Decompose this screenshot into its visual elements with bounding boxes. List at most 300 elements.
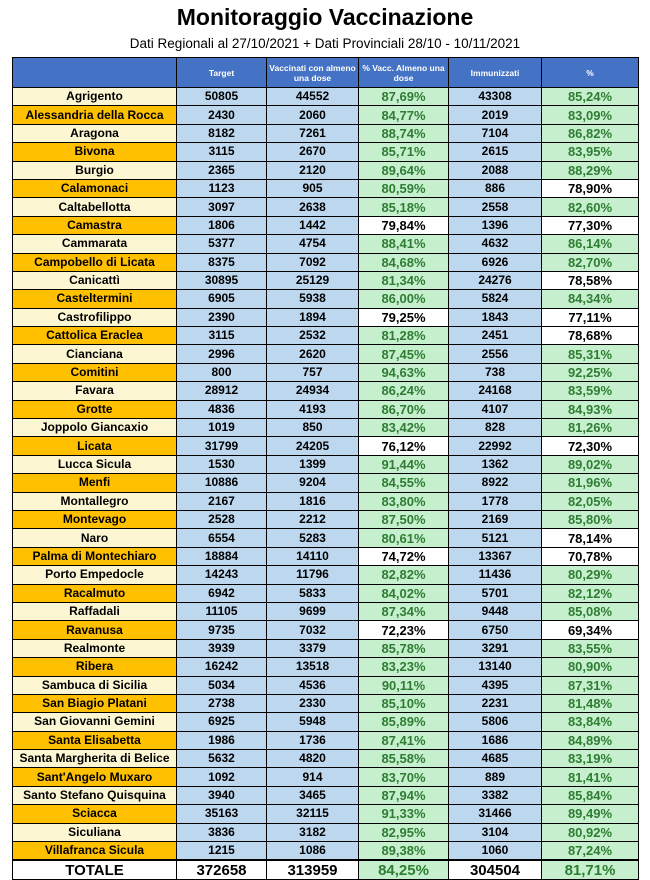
header-row xyxy=(13,58,639,88)
cell-immunizzati: 31466 xyxy=(449,805,542,823)
cell-vaccinati: 4193 xyxy=(267,400,359,418)
cell-comune: Licata xyxy=(13,437,177,455)
cell-target: 1986 xyxy=(177,731,267,749)
cell-comune: Montallegro xyxy=(13,492,177,510)
cell-pct-vacc: 89,38% xyxy=(359,842,449,861)
cell-pct-vacc: 87,69% xyxy=(359,88,449,106)
cell-pct-vacc: 85,10% xyxy=(359,694,449,712)
table-row xyxy=(13,400,639,418)
cell-vaccinati: 3465 xyxy=(267,786,359,804)
cell-pct-vacc: 80,59% xyxy=(359,179,449,197)
table-row xyxy=(13,455,639,473)
table-row xyxy=(13,419,639,437)
cell-pct-vacc: 87,94% xyxy=(359,786,449,804)
table-row xyxy=(13,510,639,528)
cell-vaccinati: 2620 xyxy=(267,345,359,363)
cell-vaccinati: 2670 xyxy=(267,143,359,161)
cell-comune: Raffadali xyxy=(13,602,177,620)
cell-comune: Lucca Sicula xyxy=(13,455,177,473)
cell-pct-vacc: 85,58% xyxy=(359,750,449,768)
cell-vaccinati: 7032 xyxy=(267,621,359,639)
cell-immunizzati: 1843 xyxy=(449,308,542,326)
page-title: Monitoraggio Vaccinazione xyxy=(176,4,474,30)
cell-immunizzati: 9448 xyxy=(449,602,542,620)
cell-pct: 77,11% xyxy=(542,308,639,326)
cell-comune: Canicattì xyxy=(13,271,177,289)
cell-pct: 78,58% xyxy=(542,271,639,289)
cell-immunizzati: 6750 xyxy=(449,621,542,639)
table-row xyxy=(13,88,639,106)
cell-pct: 81,41% xyxy=(542,768,639,786)
cell-pct-vacc: 83,70% xyxy=(359,768,449,786)
cell-pct-vacc: 86,00% xyxy=(359,290,449,308)
table-row xyxy=(13,529,639,547)
cell-target: 2430 xyxy=(177,106,267,124)
cell-pct: 83,84% xyxy=(542,713,639,731)
cell-target: 6905 xyxy=(177,290,267,308)
cell-immunizzati: 11436 xyxy=(449,566,542,584)
cell-immunizzati: 2556 xyxy=(449,345,542,363)
cell-comune: Realmonte xyxy=(13,639,177,657)
cell-immunizzati: 2231 xyxy=(449,694,542,712)
total-target: 372658 xyxy=(177,860,267,880)
cell-vaccinati: 25129 xyxy=(267,271,359,289)
table-header xyxy=(13,58,639,88)
cell-pct-vacc: 91,44% xyxy=(359,455,449,473)
cell-pct: 80,29% xyxy=(542,566,639,584)
cell-comune: Calamonaci xyxy=(13,179,177,197)
cell-target: 1530 xyxy=(177,455,267,473)
cell-vaccinati: 9204 xyxy=(267,474,359,492)
cell-vaccinati: 13518 xyxy=(267,658,359,676)
table-row xyxy=(13,676,639,694)
total-label: TOTALE xyxy=(13,860,177,880)
cell-target: 3940 xyxy=(177,786,267,804)
cell-vaccinati: 3182 xyxy=(267,823,359,841)
table-row xyxy=(13,179,639,197)
cell-immunizzati: 1686 xyxy=(449,731,542,749)
cell-target: 5632 xyxy=(177,750,267,768)
cell-comune: Cammarata xyxy=(13,235,177,253)
cell-pct: 84,34% xyxy=(542,290,639,308)
vaccination-table xyxy=(12,57,639,880)
cell-comune: Agrigento xyxy=(13,88,177,106)
cell-pct: 77,30% xyxy=(542,216,639,234)
table-body xyxy=(13,88,639,880)
cell-immunizzati: 24276 xyxy=(449,271,542,289)
cell-immunizzati: 3382 xyxy=(449,786,542,804)
cell-immunizzati: 43308 xyxy=(449,88,542,106)
cell-target: 2365 xyxy=(177,161,267,179)
table-row xyxy=(13,106,639,124)
cell-target: 35163 xyxy=(177,805,267,823)
cell-vaccinati: 1399 xyxy=(267,455,359,473)
cell-immunizzati: 828 xyxy=(449,419,542,437)
table-row xyxy=(13,713,639,731)
cell-pct-vacc: 81,28% xyxy=(359,327,449,345)
cell-vaccinati: 2638 xyxy=(267,198,359,216)
cell-target: 2738 xyxy=(177,694,267,712)
cell-target: 4836 xyxy=(177,400,267,418)
header-pct: % xyxy=(542,58,639,88)
cell-pct-vacc: 87,41% xyxy=(359,731,449,749)
header-immunizzati: Immunizzati xyxy=(449,58,542,88)
cell-pct-vacc: 84,55% xyxy=(359,474,449,492)
cell-comune: Caltabellotta xyxy=(13,198,177,216)
cell-comune: Sant'Angelo Muxaro xyxy=(13,768,177,786)
cell-target: 30895 xyxy=(177,271,267,289)
cell-comune: Burgio xyxy=(13,161,177,179)
cell-vaccinati: 757 xyxy=(267,363,359,381)
cell-vaccinati: 7261 xyxy=(267,124,359,142)
table-row xyxy=(13,345,639,363)
cell-comune: Montevago xyxy=(13,510,177,528)
cell-pct: 84,89% xyxy=(542,731,639,749)
cell-comune: Sciacca xyxy=(13,805,177,823)
cell-target: 8375 xyxy=(177,253,267,271)
table-row xyxy=(13,547,639,565)
cell-target: 2390 xyxy=(177,308,267,326)
cell-pct: 83,59% xyxy=(542,382,639,400)
table-row xyxy=(13,823,639,841)
cell-pct-vacc: 87,50% xyxy=(359,510,449,528)
cell-immunizzati: 1362 xyxy=(449,455,542,473)
cell-comune: Casteltermini xyxy=(13,290,177,308)
cell-vaccinati: 5938 xyxy=(267,290,359,308)
table-row xyxy=(13,694,639,712)
total-pct: 81,71% xyxy=(542,860,639,880)
cell-comune: Ribera xyxy=(13,658,177,676)
cell-pct: 81,26% xyxy=(542,419,639,437)
cell-comune: San Giovanni Gemini xyxy=(13,713,177,731)
table-row xyxy=(13,492,639,510)
cell-pct: 83,09% xyxy=(542,106,639,124)
cell-target: 2996 xyxy=(177,345,267,363)
cell-vaccinati: 4536 xyxy=(267,676,359,694)
table-row xyxy=(13,363,639,381)
cell-target: 10886 xyxy=(177,474,267,492)
cell-target: 50805 xyxy=(177,88,267,106)
header-pct-vacc: % Vacc. Almeno una dose xyxy=(359,58,449,88)
cell-immunizzati: 2169 xyxy=(449,510,542,528)
table-row xyxy=(13,308,639,326)
cell-pct-vacc: 83,23% xyxy=(359,658,449,676)
cell-target: 1019 xyxy=(177,419,267,437)
cell-comune: Santo Stefano Quisquina xyxy=(13,786,177,804)
cell-target: 3115 xyxy=(177,143,267,161)
cell-comune: Cattolica Eraclea xyxy=(13,327,177,345)
cell-pct: 89,49% xyxy=(542,805,639,823)
cell-immunizzati: 2615 xyxy=(449,143,542,161)
cell-vaccinati: 2212 xyxy=(267,510,359,528)
cell-comune: Joppolo Giancaxio xyxy=(13,419,177,437)
cell-pct: 81,48% xyxy=(542,694,639,712)
table-row xyxy=(13,327,639,345)
cell-pct-vacc: 90,11% xyxy=(359,676,449,694)
cell-pct: 80,90% xyxy=(542,658,639,676)
cell-immunizzati: 7104 xyxy=(449,124,542,142)
table-row xyxy=(13,805,639,823)
total-pct-vacc: 84,25% xyxy=(359,860,449,880)
cell-pct: 85,31% xyxy=(542,345,639,363)
cell-immunizzati: 2451 xyxy=(449,327,542,345)
cell-immunizzati: 889 xyxy=(449,768,542,786)
cell-target: 18884 xyxy=(177,547,267,565)
cell-pct-vacc: 89,64% xyxy=(359,161,449,179)
cell-comune: Ravanusa xyxy=(13,621,177,639)
cell-pct-vacc: 91,33% xyxy=(359,805,449,823)
cell-pct: 87,24% xyxy=(542,842,639,861)
cell-vaccinati: 7092 xyxy=(267,253,359,271)
cell-pct: 82,05% xyxy=(542,492,639,510)
cell-pct: 86,14% xyxy=(542,235,639,253)
table-row xyxy=(13,161,639,179)
cell-comune: Menfi xyxy=(13,474,177,492)
table-row xyxy=(13,584,639,602)
header-comune xyxy=(13,58,177,88)
cell-pct: 80,92% xyxy=(542,823,639,841)
cell-target: 31799 xyxy=(177,437,267,455)
table-row xyxy=(13,639,639,657)
cell-pct-vacc: 84,68% xyxy=(359,253,449,271)
cell-immunizzati: 1396 xyxy=(449,216,542,234)
cell-comune: Comitini xyxy=(13,363,177,381)
cell-vaccinati: 5283 xyxy=(267,529,359,547)
cell-target: 28912 xyxy=(177,382,267,400)
cell-target: 1092 xyxy=(177,768,267,786)
cell-pct-vacc: 72,23% xyxy=(359,621,449,639)
cell-pct: 69,34% xyxy=(542,621,639,639)
table-row xyxy=(13,216,639,234)
cell-comune: Camastra xyxy=(13,216,177,234)
cell-pct: 81,96% xyxy=(542,474,639,492)
cell-pct: 84,93% xyxy=(542,400,639,418)
total-immunizzati: 304504 xyxy=(449,860,542,880)
cell-immunizzati: 5701 xyxy=(449,584,542,602)
cell-immunizzati: 4632 xyxy=(449,235,542,253)
cell-comune: Villafranca Sicula xyxy=(13,842,177,861)
cell-pct-vacc: 84,02% xyxy=(359,584,449,602)
total-vaccinati: 313959 xyxy=(267,860,359,880)
cell-target: 1806 xyxy=(177,216,267,234)
cell-comune: Favara xyxy=(13,382,177,400)
table-row xyxy=(13,290,639,308)
cell-comune: Porto Empedocle xyxy=(13,566,177,584)
table-row xyxy=(13,382,639,400)
cell-vaccinati: 1086 xyxy=(267,842,359,861)
cell-vaccinati: 850 xyxy=(267,419,359,437)
table-row xyxy=(13,750,639,768)
table-row xyxy=(13,124,639,142)
cell-pct: 82,12% xyxy=(542,584,639,602)
cell-comune: Sambuca di Sicilia xyxy=(13,676,177,694)
cell-pct-vacc: 80,61% xyxy=(359,529,449,547)
table-row xyxy=(13,198,639,216)
cell-immunizzati: 5824 xyxy=(449,290,542,308)
cell-vaccinati: 2120 xyxy=(267,161,359,179)
cell-target: 1215 xyxy=(177,842,267,861)
cell-pct-vacc: 87,34% xyxy=(359,602,449,620)
cell-immunizzati: 5121 xyxy=(449,529,542,547)
cell-pct: 78,90% xyxy=(542,179,639,197)
cell-target: 5377 xyxy=(177,235,267,253)
cell-pct: 85,08% xyxy=(542,602,639,620)
cell-vaccinati: 24205 xyxy=(267,437,359,455)
table-row xyxy=(13,602,639,620)
cell-pct: 88,29% xyxy=(542,161,639,179)
cell-pct-vacc: 79,84% xyxy=(359,216,449,234)
cell-pct-vacc: 85,78% xyxy=(359,639,449,657)
table-row xyxy=(13,143,639,161)
table-row xyxy=(13,271,639,289)
cell-pct: 85,84% xyxy=(542,786,639,804)
cell-pct: 82,70% xyxy=(542,253,639,271)
table-row xyxy=(13,768,639,786)
cell-pct: 85,80% xyxy=(542,510,639,528)
cell-vaccinati: 11796 xyxy=(267,566,359,584)
cell-pct-vacc: 88,74% xyxy=(359,124,449,142)
cell-comune: Naro xyxy=(13,529,177,547)
cell-vaccinati: 1894 xyxy=(267,308,359,326)
cell-pct-vacc: 74,72% xyxy=(359,547,449,565)
table-row xyxy=(13,253,639,271)
cell-vaccinati: 4754 xyxy=(267,235,359,253)
cell-immunizzati: 4395 xyxy=(449,676,542,694)
total-row xyxy=(13,860,639,880)
cell-target: 3115 xyxy=(177,327,267,345)
cell-immunizzati: 13367 xyxy=(449,547,542,565)
cell-vaccinati: 2330 xyxy=(267,694,359,712)
cell-target: 5034 xyxy=(177,676,267,694)
cell-target: 3097 xyxy=(177,198,267,216)
cell-comune: Campobello di Licata xyxy=(13,253,177,271)
cell-target: 3939 xyxy=(177,639,267,657)
cell-target: 800 xyxy=(177,363,267,381)
cell-vaccinati: 2532 xyxy=(267,327,359,345)
cell-pct-vacc: 85,18% xyxy=(359,198,449,216)
cell-target: 3836 xyxy=(177,823,267,841)
cell-pct: 78,68% xyxy=(542,327,639,345)
cell-pct-vacc: 83,80% xyxy=(359,492,449,510)
cell-vaccinati: 1736 xyxy=(267,731,359,749)
table-row xyxy=(13,437,639,455)
cell-vaccinati: 914 xyxy=(267,768,359,786)
cell-vaccinati: 5948 xyxy=(267,713,359,731)
table-row xyxy=(13,842,639,861)
cell-pct-vacc: 76,12% xyxy=(359,437,449,455)
cell-comune: Cianciana xyxy=(13,345,177,363)
cell-target: 14243 xyxy=(177,566,267,584)
cell-immunizzati: 22992 xyxy=(449,437,542,455)
cell-vaccinati: 3379 xyxy=(267,639,359,657)
cell-vaccinati: 14110 xyxy=(267,547,359,565)
cell-pct-vacc: 83,42% xyxy=(359,419,449,437)
cell-pct-vacc: 85,89% xyxy=(359,713,449,731)
table-row xyxy=(13,786,639,804)
cell-immunizzati: 5806 xyxy=(449,713,542,731)
cell-pct: 83,55% xyxy=(542,639,639,657)
cell-comune: Castrofilippo xyxy=(13,308,177,326)
cell-target: 11105 xyxy=(177,602,267,620)
page-subtitle: Dati Regionali al 27/10/2021 + Dati Provinciali 28/10 - 10/11/2021 xyxy=(129,36,521,51)
cell-pct: 82,60% xyxy=(542,198,639,216)
cell-pct-vacc: 88,41% xyxy=(359,235,449,253)
cell-immunizzati: 3291 xyxy=(449,639,542,657)
cell-pct-vacc: 87,45% xyxy=(359,345,449,363)
cell-immunizzati: 24168 xyxy=(449,382,542,400)
cell-comune: Bivona xyxy=(13,143,177,161)
cell-immunizzati: 3104 xyxy=(449,823,542,841)
cell-vaccinati: 1816 xyxy=(267,492,359,510)
cell-pct: 89,02% xyxy=(542,455,639,473)
table-row xyxy=(13,566,639,584)
cell-immunizzati: 2088 xyxy=(449,161,542,179)
cell-comune: Palma di Montechiaro xyxy=(13,547,177,565)
cell-pct: 87,31% xyxy=(542,676,639,694)
cell-immunizzati: 2558 xyxy=(449,198,542,216)
cell-vaccinati: 44552 xyxy=(267,88,359,106)
cell-target: 16242 xyxy=(177,658,267,676)
table-row xyxy=(13,621,639,639)
cell-comune: Santa Elisabetta xyxy=(13,731,177,749)
cell-pct-vacc: 82,82% xyxy=(359,566,449,584)
cell-immunizzati: 13140 xyxy=(449,658,542,676)
cell-pct: 83,95% xyxy=(542,143,639,161)
cell-comune: Siculiana xyxy=(13,823,177,841)
table-row xyxy=(13,731,639,749)
cell-target: 6554 xyxy=(177,529,267,547)
cell-pct: 83,19% xyxy=(542,750,639,768)
header-target: Target xyxy=(177,58,267,88)
cell-vaccinati: 9699 xyxy=(267,602,359,620)
cell-target: 9735 xyxy=(177,621,267,639)
cell-comune: Racalmuto xyxy=(13,584,177,602)
cell-pct-vacc: 81,34% xyxy=(359,271,449,289)
cell-target: 1123 xyxy=(177,179,267,197)
cell-target: 2528 xyxy=(177,510,267,528)
cell-pct-vacc: 85,71% xyxy=(359,143,449,161)
cell-immunizzati: 738 xyxy=(449,363,542,381)
cell-target: 6925 xyxy=(177,713,267,731)
cell-vaccinati: 1442 xyxy=(267,216,359,234)
cell-comune: Grotte xyxy=(13,400,177,418)
cell-vaccinati: 24934 xyxy=(267,382,359,400)
cell-immunizzati: 8922 xyxy=(449,474,542,492)
cell-pct: 92,25% xyxy=(542,363,639,381)
cell-pct: 86,82% xyxy=(542,124,639,142)
cell-pct-vacc: 86,70% xyxy=(359,400,449,418)
cell-vaccinati: 32115 xyxy=(267,805,359,823)
table-row xyxy=(13,658,639,676)
cell-immunizzati: 2019 xyxy=(449,106,542,124)
cell-pct-vacc: 79,25% xyxy=(359,308,449,326)
cell-vaccinati: 2060 xyxy=(267,106,359,124)
header-vaccinati: Vaccinati con almeno una dose xyxy=(267,58,359,88)
cell-immunizzati: 4107 xyxy=(449,400,542,418)
cell-pct: 70,78% xyxy=(542,547,639,565)
cell-pct: 72,30% xyxy=(542,437,639,455)
cell-pct-vacc: 86,24% xyxy=(359,382,449,400)
cell-immunizzati: 1060 xyxy=(449,842,542,861)
cell-pct-vacc: 94,63% xyxy=(359,363,449,381)
cell-vaccinati: 4820 xyxy=(267,750,359,768)
cell-immunizzati: 6926 xyxy=(449,253,542,271)
cell-pct: 78,14% xyxy=(542,529,639,547)
cell-comune: Santa Margherita di Belice xyxy=(13,750,177,768)
cell-comune: Alessandria della Rocca xyxy=(13,106,177,124)
cell-pct-vacc: 82,95% xyxy=(359,823,449,841)
cell-comune: San Biagio Platani xyxy=(13,694,177,712)
